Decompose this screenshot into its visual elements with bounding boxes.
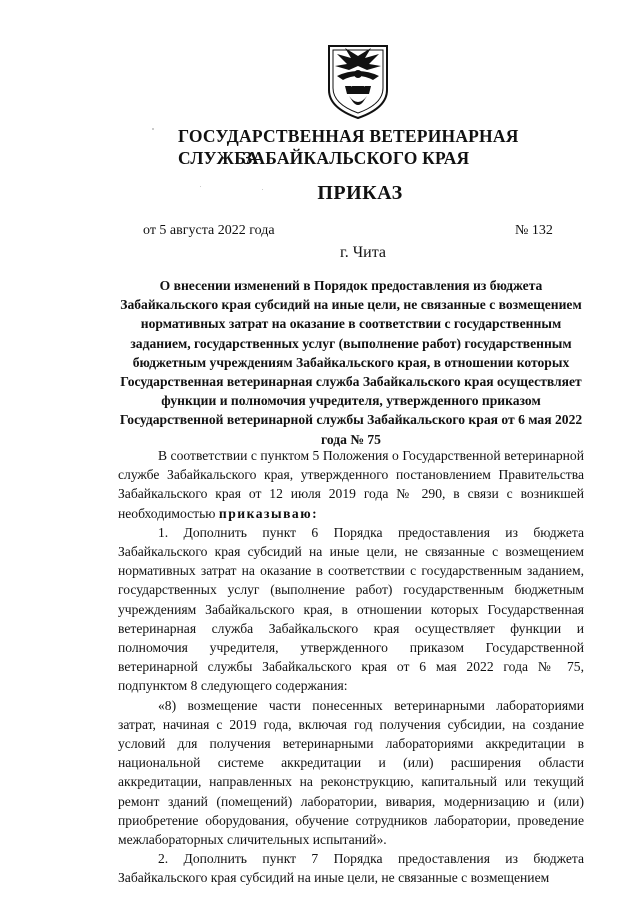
scan-speck [262,189,263,190]
preamble-text: В соответствии с пунктом 5 Положения о Государственной ветеринарной службе Забайкальского края, утвержденного постановлением Правительства Забайкальского края от 12 июля 2019 года № 290, в связи с возникшей необходимостью [118,448,584,521]
organization-name-line2: ЗАБАЙКАЛЬСКОГО КРАЯ [243,148,470,168]
document-city: г. Чита [340,244,387,261]
organization-name-line1: ГОСУДАРСТВЕННАЯ ВЕТЕРИНАРНАЯ СЛУЖБА [178,126,519,168]
scan-speck [200,186,201,187]
document-type-title: ПРИКАЗ [317,182,403,204]
document-subject: О внесении изменений в Порядок предоставления из бюджета Забайкальского края субсидий на иные цели, не связанные с возмещением нормативных затрат на оказание в соответствии с государственным заданием, государственных услуг (выполнение работ) государственным бюджетным учреждениям Забайкальского края, в отношении которых Государственная ветеринарная служба Забайкальского края осуществляет функции и полномочия учредителя, утвержденного приказом Государственной ветеринарной службы Забайкальского края от 6 мая 2022 года № 75 [119,278,583,447]
item-1-paragraph: 1. Дополнить пункт 6 Порядка предоставления из бюджета Забайкальского края субсидий на иные цели, не связанные с возмещением нормативных затрат на оказание в соответствии с государственным заданием, государственных услуг (выполнение работ) государственным бюджетным учреждениям Забайкальского края, в отношении которых Государственная ветеринарная служба Забайкальского края осуществляет функции и полномочия учредителя, утвержденного приказом Государственной ветеринарной службы Забайкальского края от 6 мая 2022 года № 75, подпунктом 8 следующего содержания: [118,524,584,694]
preamble-paragraph [118,446,584,523]
item-2-paragraph: 2. Дополнить пункт 7 Порядка предоставления из бюджета Забайкальского края субсидий на иные цели, не связанные с возмещением [118,851,584,886]
document-body [118,446,584,888]
order-word: приказываю: [218,505,319,521]
document-date: от 5 августа 2022 года [143,223,275,238]
coat-of-arms-icon [323,42,393,120]
quote-paragraph: «8) возмещение части понесенных ветеринарными лабораториями затрат, начиная с 2019 года, включая год получения субсидии, на создание условий для получения ветеринарными лабораториями аккредитации в национальной системе аккредитации и (или) расширения области аккредитации, направленных на реконструкцию, капитальный или текущий ремонт зданий (помещений) лаборатории, вивария, модернизацию и (или) приобретение оборудования, обучение сотрудников лаборатории, проведение межлабораторных сличительных испытаний». [118,697,584,848]
scan-speck [152,128,154,130]
document-number: № 132 [515,223,553,238]
